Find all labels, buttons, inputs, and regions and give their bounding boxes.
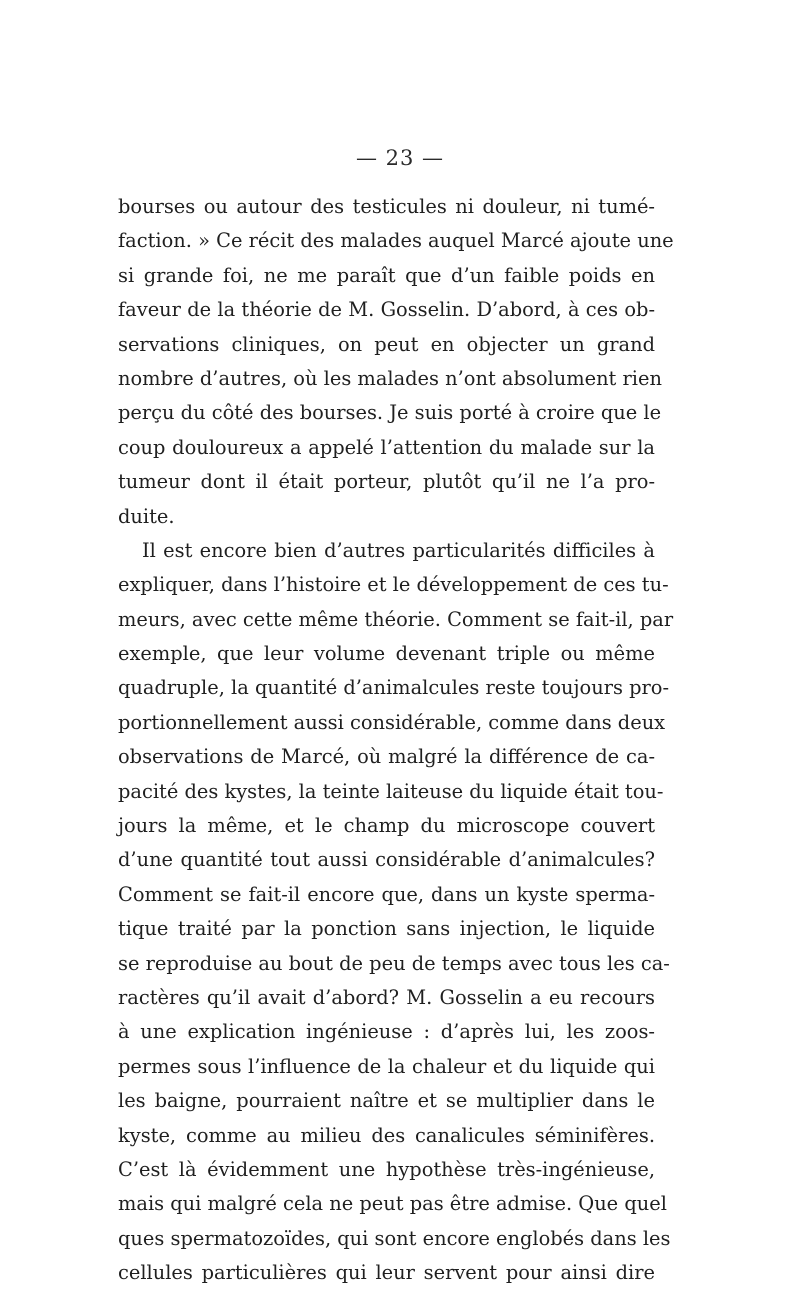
text-line: bourses ou autour des testicules ni douleur, ni tumé- [118,195,655,218]
text-line: meurs, avec cette même théorie. Comment se fait-il, par [118,607,674,631]
paragraph-start-line: Il est encore bien d’autres particularités difficiles à [142,538,655,562]
text-line: duite. [118,504,175,528]
text-line: à une explication ingénieuse : d’après lui, les zoos- [118,1020,655,1044]
text-line: quadruple, la quantité d’animalcules reste toujours pro- [118,676,670,700]
text-line: nombre d’autres, où les malades n’ont absolument rien [118,366,662,390]
text-line: kyste, comme au milieu des canalicules séminifères. [118,1123,655,1147]
body-text [118,190,674,1291]
text-line: pacité des kystes, la teinte laiteuse du liquide était tou- [118,779,664,803]
text-line: les baigne, pourraient naître et se multiplier dans le [118,1089,655,1113]
text-line: ractères qu’il avait d’abord? M. Gosselin a eu recours [118,985,655,1009]
text-line: faction. » Ce récit des malades auquel Marcé ajoute une [118,229,674,253]
text-line: se reproduise au bout de peu de temps avec tous les ca- [118,951,670,975]
text-line: portionnellement aussi considérable, comme dans deux [118,710,666,734]
text-line: tumeur dont il était porteur, plutôt qu’il ne l’a pro- [118,470,655,494]
text-line: faveur de la théorie de M. Gosselin. D’abord, à ces ob- [118,298,655,322]
text-line: expliquer, dans l’histoire et le développement de ces tu- [118,573,669,597]
text-line: tique traité par la ponction sans injection, le liquide [118,917,655,941]
text-line: si grande foi, ne me paraît que d’un faible poids en [118,263,655,287]
text-line: C’est là évidemment une hypothèse très-ingénieuse, [118,1157,655,1181]
text-line: cellules particulières qui leur servent pour ainsi dire [118,1261,655,1285]
text-line: Comment se fait-il encore que, dans un kyste sperma- [118,882,655,906]
text-line: ques spermatozoïdes, qui sont encore englobés dans les [118,1226,671,1250]
text-line: servations cliniques, on peut en objecter un grand [118,332,655,356]
text-line: d’une quantité tout aussi considérable d’animalcules? [118,848,655,872]
text-line: jours la même, et le champ du microscope couvert [118,814,655,838]
page-number: — 23 — [355,146,445,170]
text-line: coup douloureux a appelé l’attention du malade sur la [118,435,655,459]
text-line: exemple, que leur volume devenant triple ou même [118,642,655,666]
text-line: observations de Marcé, où malgré la différence de ca- [118,745,655,769]
text-line: permes sous l’influence de la chaleur et du liquide qui [118,1054,655,1078]
text-line: mais qui malgré cela ne peut pas être admise. Que quel [118,1192,667,1216]
text-line: perçu du côté des bourses. Je suis porté à croire que le [118,401,662,425]
